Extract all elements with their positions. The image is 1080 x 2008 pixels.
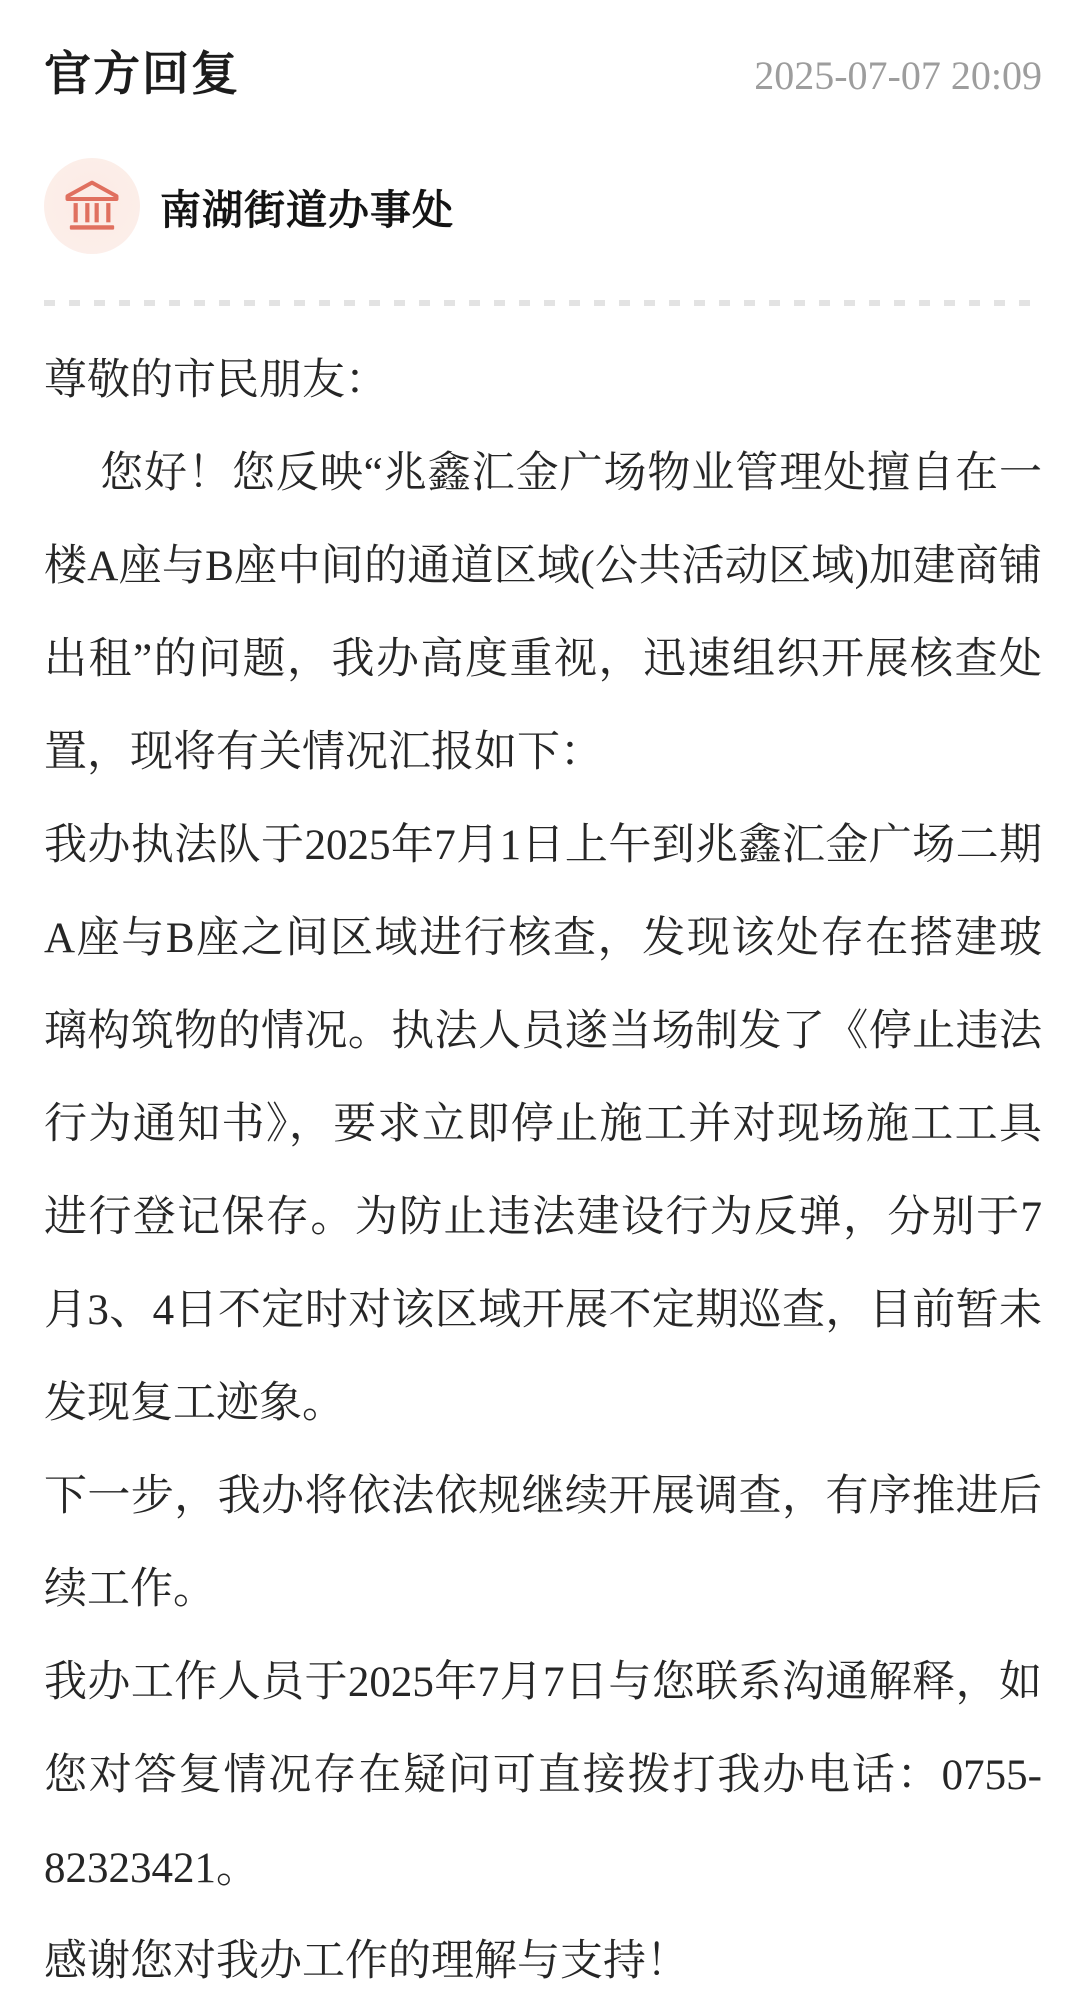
dashed-divider — [44, 300, 1042, 306]
letter-salutation: 尊敬的市民朋友： — [44, 357, 388, 404]
page-title: 官方回复 — [44, 47, 240, 100]
letter-paragraph: 感谢您对我办工作的理解与支持！ — [44, 1938, 689, 1985]
reply-header — [44, 0, 1042, 102]
reply-timestamp: 2025-07-07 20:09 — [754, 53, 1042, 98]
government-building-icon — [64, 179, 120, 233]
letter-body — [44, 334, 1042, 2008]
letter-paragraph: 您好！您反映“兆鑫汇金广场物业管理处擅自在一楼A座与B座中间的通道区域(公共活动区域)加建商铺出租”的问题，我办高度重视，迅速组织开展核查处置，现将有关情况汇报如下： — [44, 450, 1042, 776]
responder-name: 南湖街道办事处 — [160, 186, 454, 233]
letter-paragraph: 我办执法队于2025年7月1日上午到兆鑫汇金广场二期A座与B座之间区域进行核查，发现该处存在搭建玻璃构筑物的情况。执法人员遂当场制发了《停止违法行为通知书》，要求立即停止施工并对现场施工工具进行登记保存。为防止违法建设行为反弹，分别于7月3、4日不定时对该区域开展不定期巡查，目前暂未发现复工迹象。 — [44, 822, 1042, 1427]
responder-avatar — [44, 158, 140, 254]
responder-row — [44, 158, 1042, 254]
letter-paragraph: 下一步，我办将依法依规继续开展调查，有序推进后续工作。 — [44, 1473, 1042, 1613]
letter-paragraph: 我办工作人员于2025年7月7日与您联系沟通解释，如您对答复情况存在疑问可直接拨打我办电话：0755-82323421。 — [44, 1659, 1042, 1892]
